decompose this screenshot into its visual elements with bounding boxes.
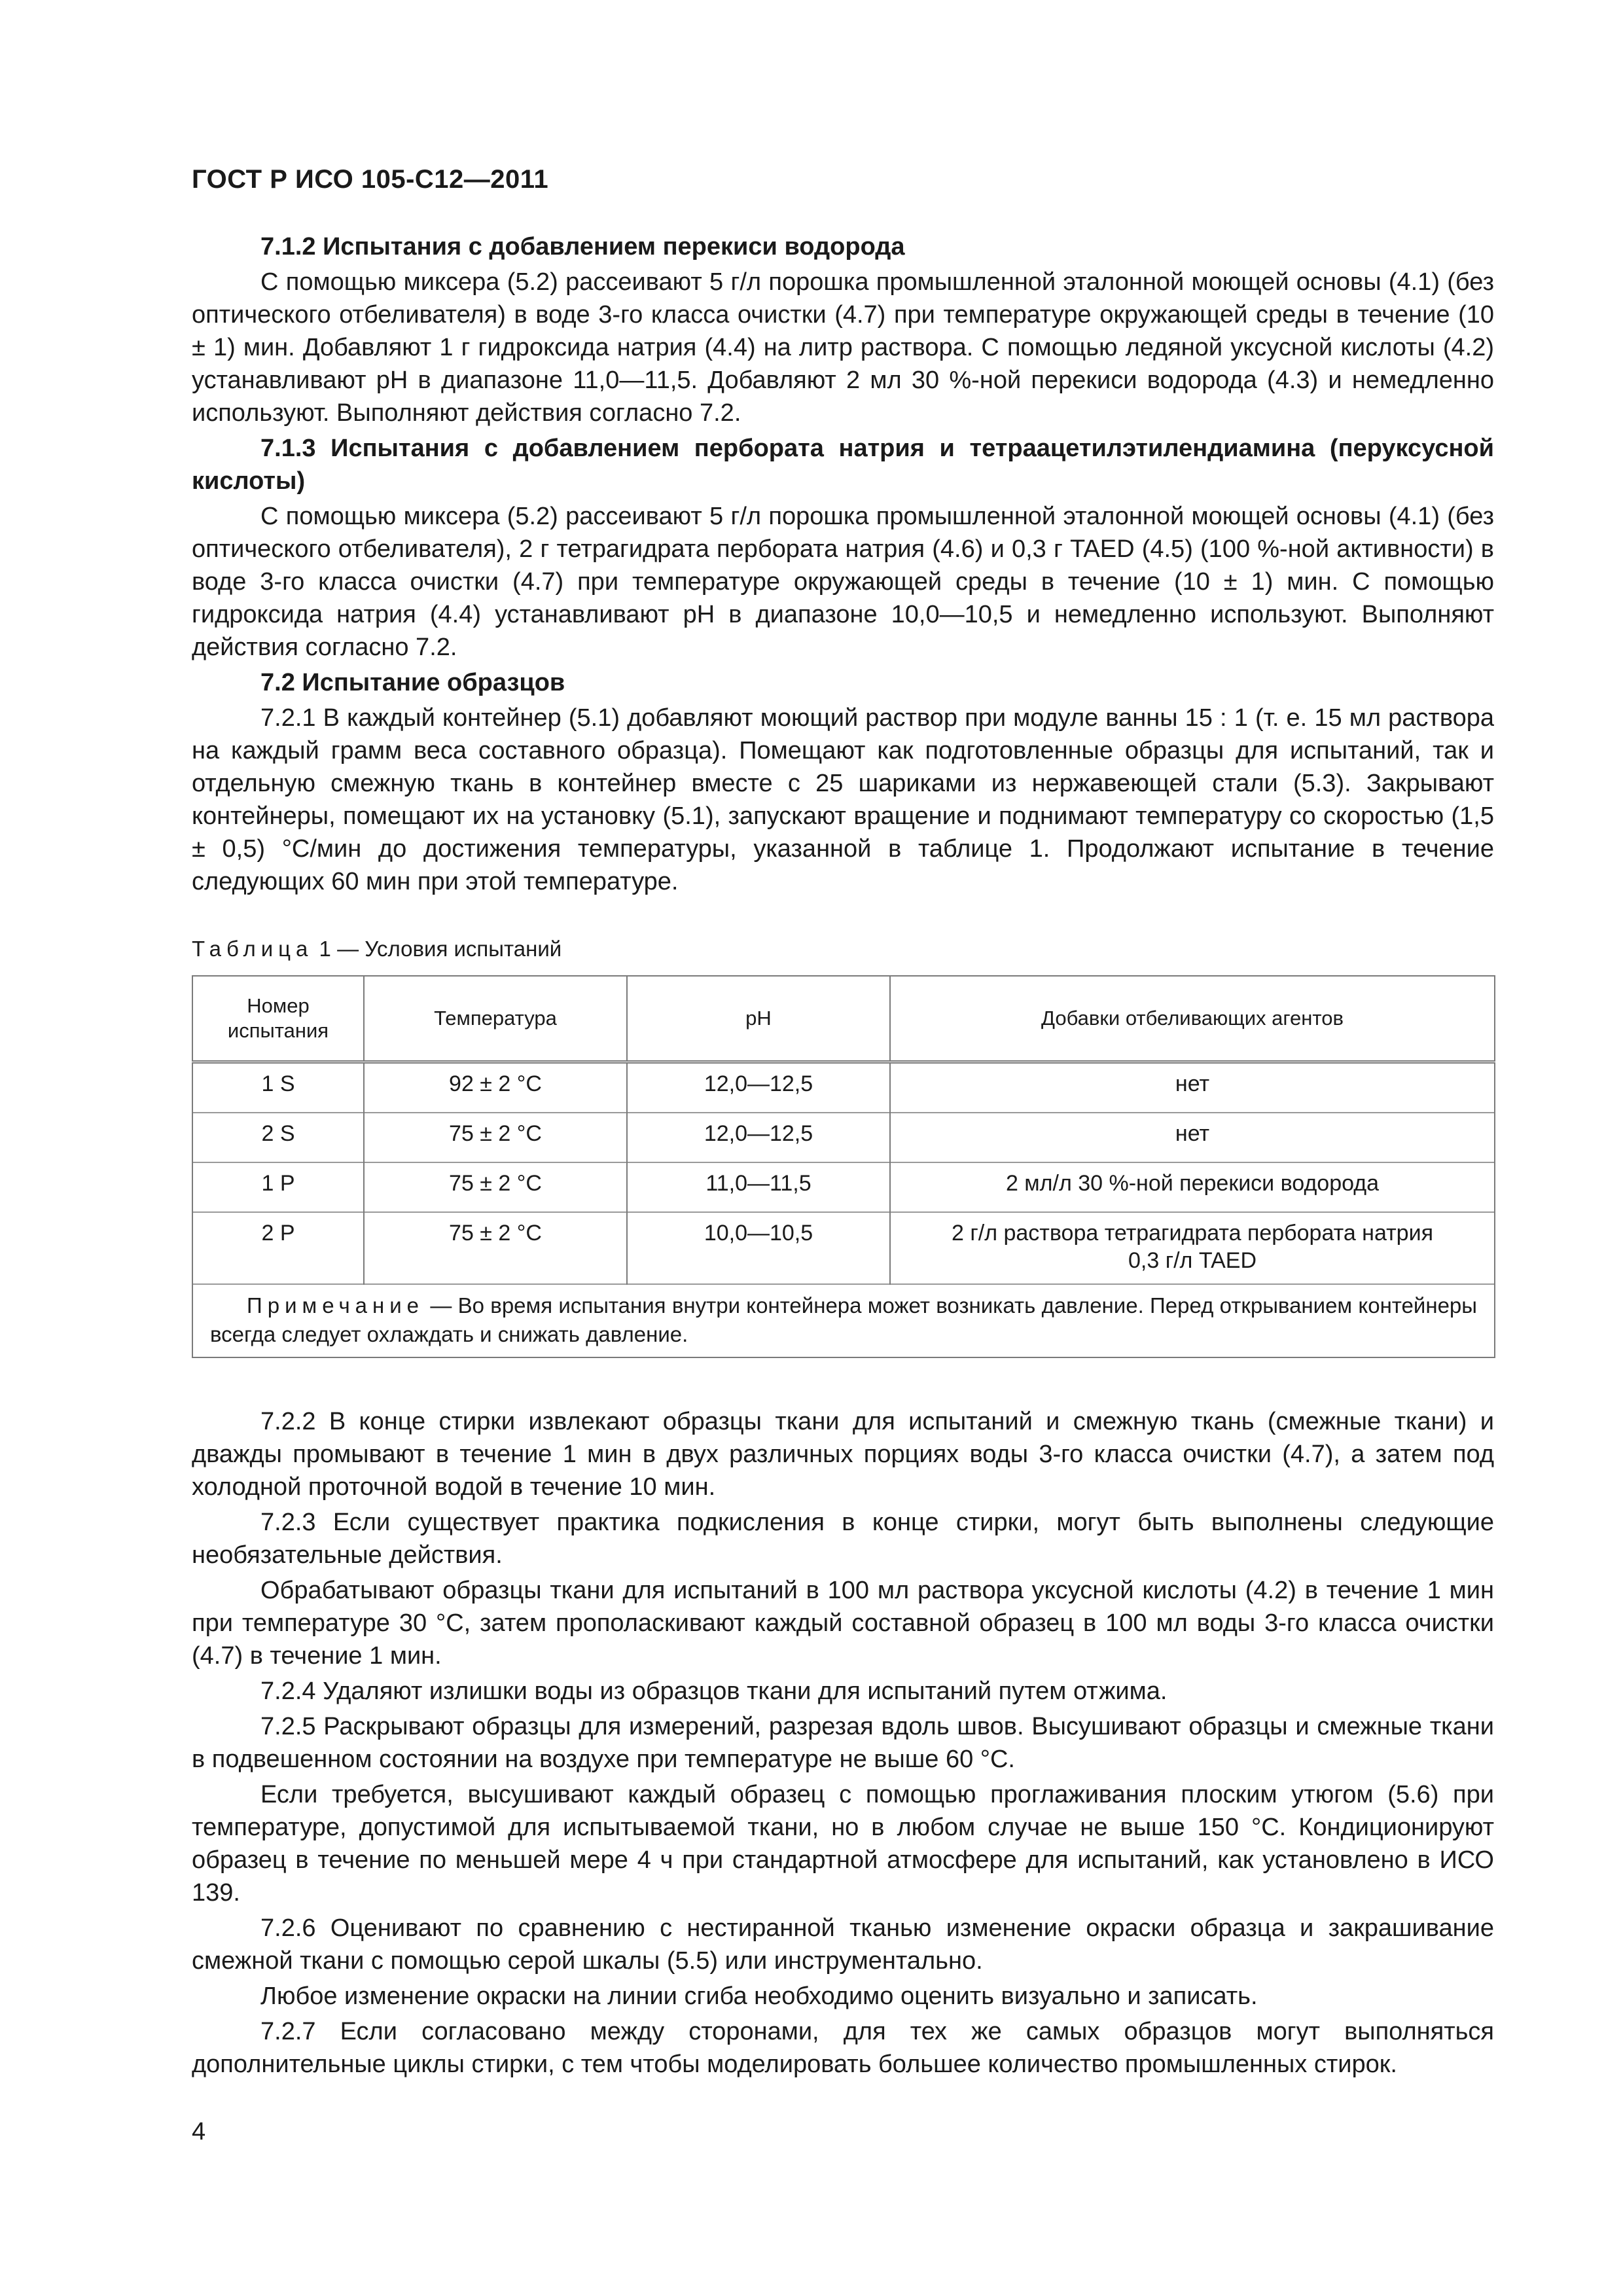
paragraph-7-1-2: С помощью миксера (5.2) рассеивают 5 г/л порошка промышленной эталонной моющей основы (4.1) (без оптического отбеливателя) в воде 3-го класса очистки (4.7) при температуре окружающей среды в течение (10 ± 1) мин. Добавляют 1 г гидроксида натрия (4.4) на литр раствора. С помощью ледяной уксусной кислоты (4.2) устанавливают pH в диапазоне 11,0—11,5. Добавляют 2 мл 30 %-ной перекиси водорода (4.3) и немедленно используют. Выполняют действия согласно 7.2. (192, 268, 1494, 427)
paragraph-7-2-2: 7.2.2 В конце стирки извлекают образцы ткани для испытаний и смежную ткань (смежные ткани) и дважды промывают в течение 1 мин в двух различных порциях воды 3-го класса очистки (4.7), а затем под холодной проточной водой в течение 10 мин. (192, 1408, 1494, 1501)
note-text: — Во время испытания внутри контейнера может возникать давление. Перед открыванием контейнеры всегда следует охлаждать и снижать давление. (210, 1293, 1477, 1346)
cell-test-number: 1 S (192, 1062, 364, 1113)
paragraph-7-2-4: 7.2.4 Удаляют излишки воды из образцов ткани для испытаний путем отжима. (260, 1677, 1168, 1705)
header-temperature: Температура (364, 976, 627, 1062)
table-caption-word: Таблица (192, 937, 313, 961)
cell-additives-line-2: 0,3 г/л TAED (1128, 1248, 1257, 1273)
header-test-number: Номер испытания (192, 976, 364, 1062)
header-bleaching-additives: Добавки отбеливающих агентов (890, 976, 1495, 1062)
test-conditions-table (192, 975, 1495, 1358)
table-caption (192, 936, 1494, 962)
cell-additives-line-1: 2 г/л раствора тетрагидрата пербората натрия (952, 1221, 1433, 1246)
cell-temperature: 92 ± 2 °С (364, 1062, 627, 1113)
cell-additives (890, 1212, 1495, 1284)
section-heading-7-1-3: 7.1.3 Испытания с добавлением пербората натрия и тетраацетилэтилендиамина (перуксусной кислоты) (192, 435, 1494, 495)
cell-ph: 10,0—10,5 (627, 1212, 890, 1284)
paragraph-7-2-5: 7.2.5 Раскрывают образцы для измерений, разрезая вдоль швов. Высушивают образцы и смежные ткани в подвешенном состоянии на воздухе при температуре не выше 60 °С. (192, 1713, 1494, 1773)
cell-temperature: 75 ± 2 °С (364, 1212, 627, 1284)
cell-temperature: 75 ± 2 °С (364, 1162, 627, 1212)
table-caption-text: 1 — Условия испытаний (313, 937, 562, 961)
table-row (192, 1212, 1495, 1284)
table-note-row (192, 1284, 1495, 1357)
cell-test-number: 2 P (192, 1212, 364, 1284)
cell-additives: 2 мл/л 30 %-ной перекиси водорода (890, 1162, 1495, 1212)
table-header-row (192, 976, 1495, 1062)
table-row (192, 1162, 1495, 1212)
cell-additives: нет (890, 1113, 1495, 1162)
table-note (192, 1284, 1495, 1357)
section-heading-7-1-2: 7.1.2 Испытания с добавлением перекиси водорода (260, 233, 905, 260)
paragraph-7-2-7: 7.2.7 Если согласовано между сторонами, для тех же самых образцов могут выполняться дополнительные циклы стирки, с тем чтобы моделировать большее количество промышленных стирок. (192, 2018, 1494, 2078)
cell-ph: 12,0—12,5 (627, 1113, 890, 1162)
paragraph-7-2-3-b: Обрабатывают образцы ткани для испытаний в 100 мл раствора уксусной кислоты (4.2) в течение 1 мин при температуре 30 °С, затем прополаскивают каждый составной образец в 100 мл воды 3-го класса очистки (4.7) в течение 1 мин. (192, 1577, 1494, 1670)
cell-ph: 12,0—12,5 (627, 1062, 890, 1113)
note-label: Примечание (247, 1293, 425, 1318)
cell-temperature: 75 ± 2 °С (364, 1113, 627, 1162)
table-row (192, 1062, 1495, 1113)
paragraph-7-2-6: 7.2.6 Оценивают по сравнению с нестиранной тканью изменение окраски образца и закрашивание смежной ткани с помощью серой шкалы (5.5) или инструментально. (192, 1914, 1494, 1975)
post-table-text (192, 1405, 1494, 2081)
page-number: 4 (192, 2118, 206, 2145)
cell-test-number: 1 P (192, 1162, 364, 1212)
document-body (192, 230, 1494, 2081)
header-ph: pH (627, 976, 890, 1062)
paragraph-7-2-3: 7.2.3 Если существует практика подкисления в конце стирки, могут быть выполнены следующие необязательные действия. (192, 1509, 1494, 1569)
cell-test-number: 2 S (192, 1113, 364, 1162)
paragraph-7-2-1: 7.2.1 В каждый контейнер (5.1) добавляют моющий раствор при модуле ванны 15 : 1 (т. е. 15 мл раствора на каждый грамм веса составного образца). Помещают как подготовленные образцы для испытаний, так и отдельную смежную ткань в контейнер вместе с 25 шариками из нержавеющей стали (5.3). Закрывают контейнеры, помещают их на установку (5.1), запускают вращение и поднимают температуру со скоростью (1,5 ± 0,5) °С/мин до достижения температуры, указанной в таблице 1. Продолжают испытание в течение следующих 60 мин при этой температуре. (192, 704, 1494, 895)
paragraph-7-2-6-b: Любое изменение окраски на линии сгиба необходимо оценить визуально и записать. (260, 1982, 1258, 2010)
paragraph-7-2-5-b: Если требуется, высушивают каждый образец с помощью проглаживания плоским утюгом (5.6) при температуре, допустимой для испытываемой ткани, но в любом случае не выше 150 °С. Кондиционируют образец в течение по меньшей мере 4 ч при стандартной атмосфере для испытаний, как установлено в ИСО 139. (192, 1781, 1494, 1907)
cell-additives: нет (890, 1062, 1495, 1113)
section-heading-7-2: 7.2 Испытание образцов (260, 669, 565, 696)
table-row (192, 1113, 1495, 1162)
paragraph-7-1-3: С помощью миксера (5.2) рассеивают 5 г/л порошка промышленной эталонной моющей основы (4.1) (без оптического отбеливателя), 2 г тетрагидрата пербората натрия (4.6) и 0,3 г TAED (4.5) (100 %-ной активности) в воде 3-го класса очистки (4.7) при температуре окружающей среды в течение (10 ± 1) мин. С помощью гидроксида натрия (4.4) устанавливают pH в диапазоне 10,0—10,5 и немедленно используют. Выполняют действия согласно 7.2. (192, 503, 1494, 661)
document-header: ГОСТ Р ИСО 105-С12—2011 (192, 165, 549, 194)
cell-ph: 11,0—11,5 (627, 1162, 890, 1212)
